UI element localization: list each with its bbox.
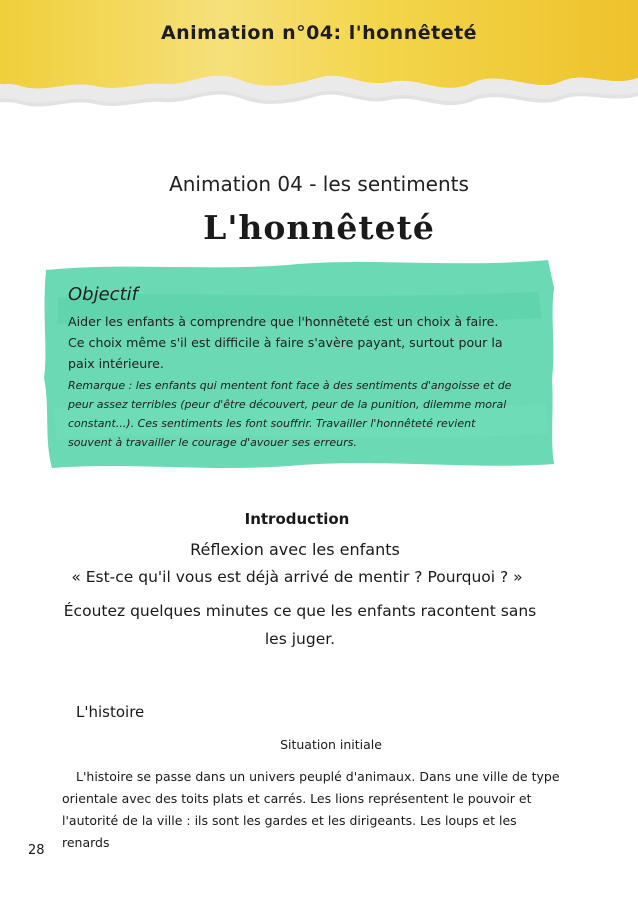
header-title: Animation n°04: l'honnêteté (160, 22, 478, 44)
introduction-instruction: Écoutez quelques minutes ce que les enfants racontent sans les juger. (63, 602, 537, 648)
objective-text: Aider les enfants à comprendre que l'honnêteté est un choix à faire. Ce choix même s'il est difficile à faire s'avère payant, surtout pour la paix intérieure. (68, 314, 503, 371)
watercolor-banner (0, 0, 638, 110)
story-section-title: Situation initiale (280, 737, 382, 752)
page-number: 28 (28, 843, 45, 858)
introduction-quote: « Est-ce qu'il vous est déjà arrivé de mentir ? Pourquoi ? » (71, 568, 523, 586)
objective-note: Remarque : les enfants qui mentent font face à des sentiments d'angoisse et de peur assez terribles (peur d'être découvert, peur de la punition, dilemme moral constant...). Ces sentiments les font souffrir. Travailler l'honnêteté revient souvent à travailler le courage d'avouer ses erreurs. (68, 379, 512, 449)
header-banner (0, 0, 638, 110)
introduction-heading: Introduction (244, 510, 350, 528)
objective-box (68, 284, 518, 452)
story-text: L'histoire se passe dans un univers peuplé d'animaux. Dans une ville de type orientale avec des toits plats et carrés. Les lions représentent le pouvoir et l'autorité de la ville : ils sont les gardes et les dirigeants. Les loups et les renards (62, 769, 560, 850)
page-subtitle: Animation 04 - les sentiments (169, 172, 469, 196)
page-title: L'honnêteté (203, 208, 435, 247)
objective-heading: Objectif (68, 284, 138, 305)
story-heading: L'histoire (76, 703, 145, 721)
introduction-subheading: Réflexion avec les enfants (190, 540, 400, 559)
